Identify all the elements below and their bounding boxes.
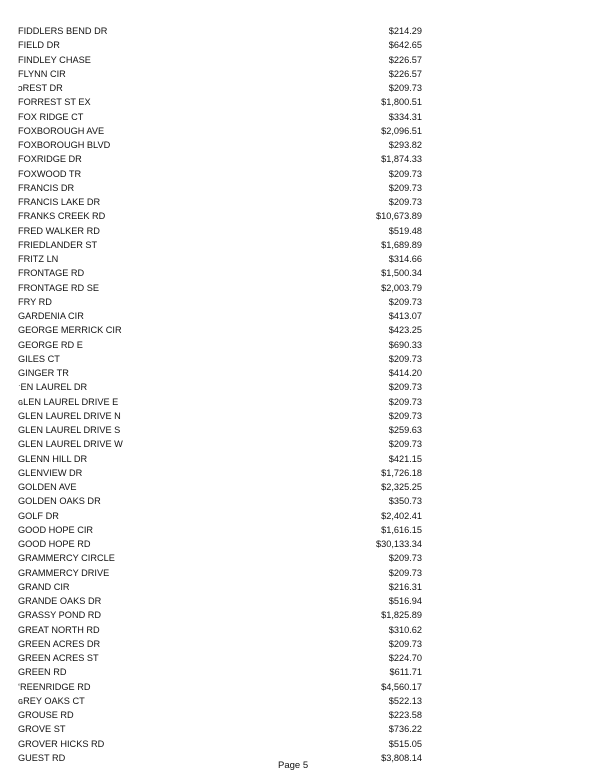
road-amount-table xyxy=(0,24,600,765)
table-row xyxy=(0,637,600,651)
amount-value: $293.82 xyxy=(388,140,422,150)
amount-value: $209.73 xyxy=(388,83,422,93)
amount-value: $216.31 xyxy=(388,581,422,592)
road-name: FOXBOROUGH AVE xyxy=(18,125,105,136)
road-name: FLYNN CIR xyxy=(18,68,66,79)
amount-value: $736.22 xyxy=(388,724,422,735)
amount-value: $515.05 xyxy=(388,738,422,749)
amount-value: $519.48 xyxy=(388,225,422,236)
amount-value: $224.70 xyxy=(388,653,422,663)
road-name: FRANCIS LAKE DR xyxy=(18,197,101,207)
amount-value: $2,003.79 xyxy=(381,282,422,293)
road-name: FRED WALKER RD xyxy=(18,225,100,236)
amount-value: $1,726.18 xyxy=(381,467,422,478)
amount-value: $1,874.33 xyxy=(381,154,422,165)
amount-value: $1,689.89 xyxy=(381,239,422,250)
amount-value: $209.73 xyxy=(388,567,422,578)
road-name: FRITZ LN xyxy=(18,254,59,264)
amount-value: $209.73 xyxy=(388,396,422,407)
amount-value: $334.31 xyxy=(388,111,422,122)
amount-value: $1,800.51 xyxy=(381,97,422,108)
road-name: GRAMMERCY CIRCLE xyxy=(18,553,115,564)
amount-value: $2,325.25 xyxy=(381,482,422,492)
amount-value: $209.73 xyxy=(388,382,422,393)
table-row xyxy=(0,309,600,323)
table-row xyxy=(0,252,600,266)
road-name: GROVE ST xyxy=(18,724,66,735)
road-name: FOXRIDGE DR xyxy=(18,154,82,165)
table-row xyxy=(0,81,600,95)
road-name: GOLDEN OAKS DR xyxy=(18,496,101,507)
road-name: GREEN ACRES DR xyxy=(18,638,101,649)
amount-value: $209.73 xyxy=(388,410,422,421)
road-name: FINDLEY CHASE xyxy=(18,54,91,65)
table-row xyxy=(0,722,600,736)
amount-value: $209.73 xyxy=(388,439,422,450)
table-row xyxy=(0,181,600,195)
road-name: FORREST ST EX xyxy=(18,97,91,108)
road-name: ɔREST DR xyxy=(18,83,63,93)
table-row xyxy=(0,152,600,166)
road-name: FRIEDLANDER ST xyxy=(18,239,98,250)
amount-value: $259.63 xyxy=(388,425,422,435)
road-name: FRANKS CREEK RD xyxy=(18,211,106,222)
amount-value: $516.94 xyxy=(388,596,422,606)
table-row xyxy=(0,523,600,537)
road-name: GOLDEN AVE xyxy=(18,482,77,492)
road-name: ɢLEN LAUREL DRIVE E xyxy=(18,396,119,407)
table-row xyxy=(0,494,600,508)
table-row xyxy=(0,238,600,252)
road-name: GLENN HILL DR xyxy=(18,453,88,464)
page-number: Page 5 xyxy=(278,760,309,771)
road-name: FRONTAGE RD xyxy=(18,268,85,279)
table-row xyxy=(0,708,600,722)
amount-value: $2,402.41 xyxy=(381,510,422,521)
table-row xyxy=(0,67,600,81)
road-name: FIELD DR xyxy=(18,40,60,51)
road-name: FRONTAGE RD SE xyxy=(18,282,99,293)
table-row xyxy=(0,566,600,580)
table-row xyxy=(0,594,600,608)
road-name: GRANDE OAKS DR xyxy=(18,596,102,606)
road-name: FOX RIDGE CT xyxy=(18,111,84,122)
amount-value: $209.73 xyxy=(388,197,422,207)
amount-value: $310.62 xyxy=(388,624,422,635)
road-name: ʻREENRIDGE RD xyxy=(18,681,91,692)
table-row xyxy=(0,466,600,480)
table-row xyxy=(0,409,600,423)
table-row xyxy=(0,38,600,52)
amount-value: $642.65 xyxy=(388,40,422,51)
amount-value: $314.66 xyxy=(388,254,422,264)
table-row xyxy=(0,509,600,523)
table-row xyxy=(0,366,600,380)
table-row xyxy=(0,53,600,67)
table-row xyxy=(0,537,600,551)
amount-value: $423.25 xyxy=(388,325,422,336)
table-row xyxy=(0,608,600,622)
amount-value: $421.15 xyxy=(388,453,422,464)
table-row xyxy=(0,266,600,280)
amount-value: $350.73 xyxy=(388,496,422,507)
road-name: GOOD HOPE RD xyxy=(18,539,91,549)
table-row xyxy=(0,737,600,751)
amount-value: $214.29 xyxy=(388,26,422,36)
road-name: FOXBOROUGH BLVD xyxy=(18,140,111,150)
table-row xyxy=(0,423,600,437)
amount-value: $1,500.34 xyxy=(381,268,422,279)
amount-value: $209.73 xyxy=(388,638,422,649)
road-name: ˑEN LAUREL DR xyxy=(18,382,88,393)
table-row xyxy=(0,352,600,366)
amount-value: $611.71 xyxy=(389,667,422,678)
road-name: GLEN LAUREL DRIVE S xyxy=(18,425,121,435)
amount-value: $209.73 xyxy=(388,353,422,364)
road-name: GEORGE RD E xyxy=(18,339,83,350)
amount-value: $226.57 xyxy=(388,54,422,65)
amount-value: $413.07 xyxy=(388,311,422,321)
table-row xyxy=(0,665,600,679)
table-row xyxy=(0,295,600,309)
table-row xyxy=(0,551,600,565)
road-name: GINGER TR xyxy=(18,368,69,378)
road-name: FRY RD xyxy=(18,296,52,307)
road-name: GUEST RD xyxy=(18,752,66,763)
amount-value: $30,133.34 xyxy=(376,539,422,549)
table-row xyxy=(0,694,600,708)
table-row xyxy=(0,224,600,238)
road-name: FOXWOOD TR xyxy=(18,168,82,179)
table-row xyxy=(0,452,600,466)
table-row xyxy=(0,580,600,594)
table-row xyxy=(0,209,600,223)
amount-value: $10,673.89 xyxy=(376,211,422,222)
amount-value: $690.33 xyxy=(388,339,422,350)
table-row xyxy=(0,651,600,665)
road-name: GOOD HOPE CIR xyxy=(18,524,94,535)
table-row xyxy=(0,380,600,394)
table-row xyxy=(0,338,600,352)
amount-value: $209.73 xyxy=(388,553,422,564)
table-row xyxy=(0,480,600,494)
amount-value: $209.73 xyxy=(388,182,422,193)
road-name: GEORGE MERRICK CIR xyxy=(18,325,122,336)
table-row xyxy=(0,281,600,295)
amount-value: $2,096.51 xyxy=(381,125,422,136)
table-row xyxy=(0,167,600,181)
table-row xyxy=(0,138,600,152)
table-row xyxy=(0,95,600,109)
table-row xyxy=(0,437,600,451)
table-row xyxy=(0,195,600,209)
road-name: GRAND CIR xyxy=(18,581,70,592)
table-row xyxy=(0,623,600,637)
amount-value: $1,616.15 xyxy=(381,524,422,535)
road-name: GREEN ACRES ST xyxy=(18,653,99,663)
road-name: GREEN RD xyxy=(18,667,67,678)
amount-value: $1,825.89 xyxy=(381,610,422,621)
road-name: ɢREY OAKS CT xyxy=(18,695,85,706)
road-name: FRANCIS DR xyxy=(18,182,75,193)
road-name: GRAMMERCY DRIVE xyxy=(18,567,110,578)
amount-value: $209.73 xyxy=(388,296,422,307)
amount-value: $223.58 xyxy=(388,710,422,720)
amount-value: $226.57 xyxy=(388,68,422,79)
road-name: GLEN LAUREL DRIVE N xyxy=(18,410,121,421)
road-name: GARDENIA CIR xyxy=(18,311,84,321)
road-name: GROVER HICKS RD xyxy=(18,738,105,749)
road-name: GILES CT xyxy=(18,353,60,364)
road-name: FIDDLERS BEND DR xyxy=(18,26,108,36)
road-name: GREAT NORTH RD xyxy=(18,624,100,635)
road-name: GROUSE RD xyxy=(18,710,74,720)
road-name: GOLF DR xyxy=(18,510,59,521)
road-name: GLEN LAUREL DRIVE W xyxy=(18,439,123,450)
amount-value: $3,808.14 xyxy=(381,752,422,763)
amount-value: $414.20 xyxy=(388,368,422,378)
table-row xyxy=(0,395,600,409)
amount-value: $4,560.17 xyxy=(381,681,422,692)
table-row xyxy=(0,110,600,124)
road-name: GLENVIEW DR xyxy=(18,467,83,478)
table-row xyxy=(0,680,600,694)
amount-value: $522.13 xyxy=(388,695,422,706)
table-row xyxy=(0,323,600,337)
road-name: GRASSY POND RD xyxy=(18,610,102,621)
table-row xyxy=(0,124,600,138)
table-row xyxy=(0,24,600,38)
amount-value: $209.73 xyxy=(388,168,422,179)
